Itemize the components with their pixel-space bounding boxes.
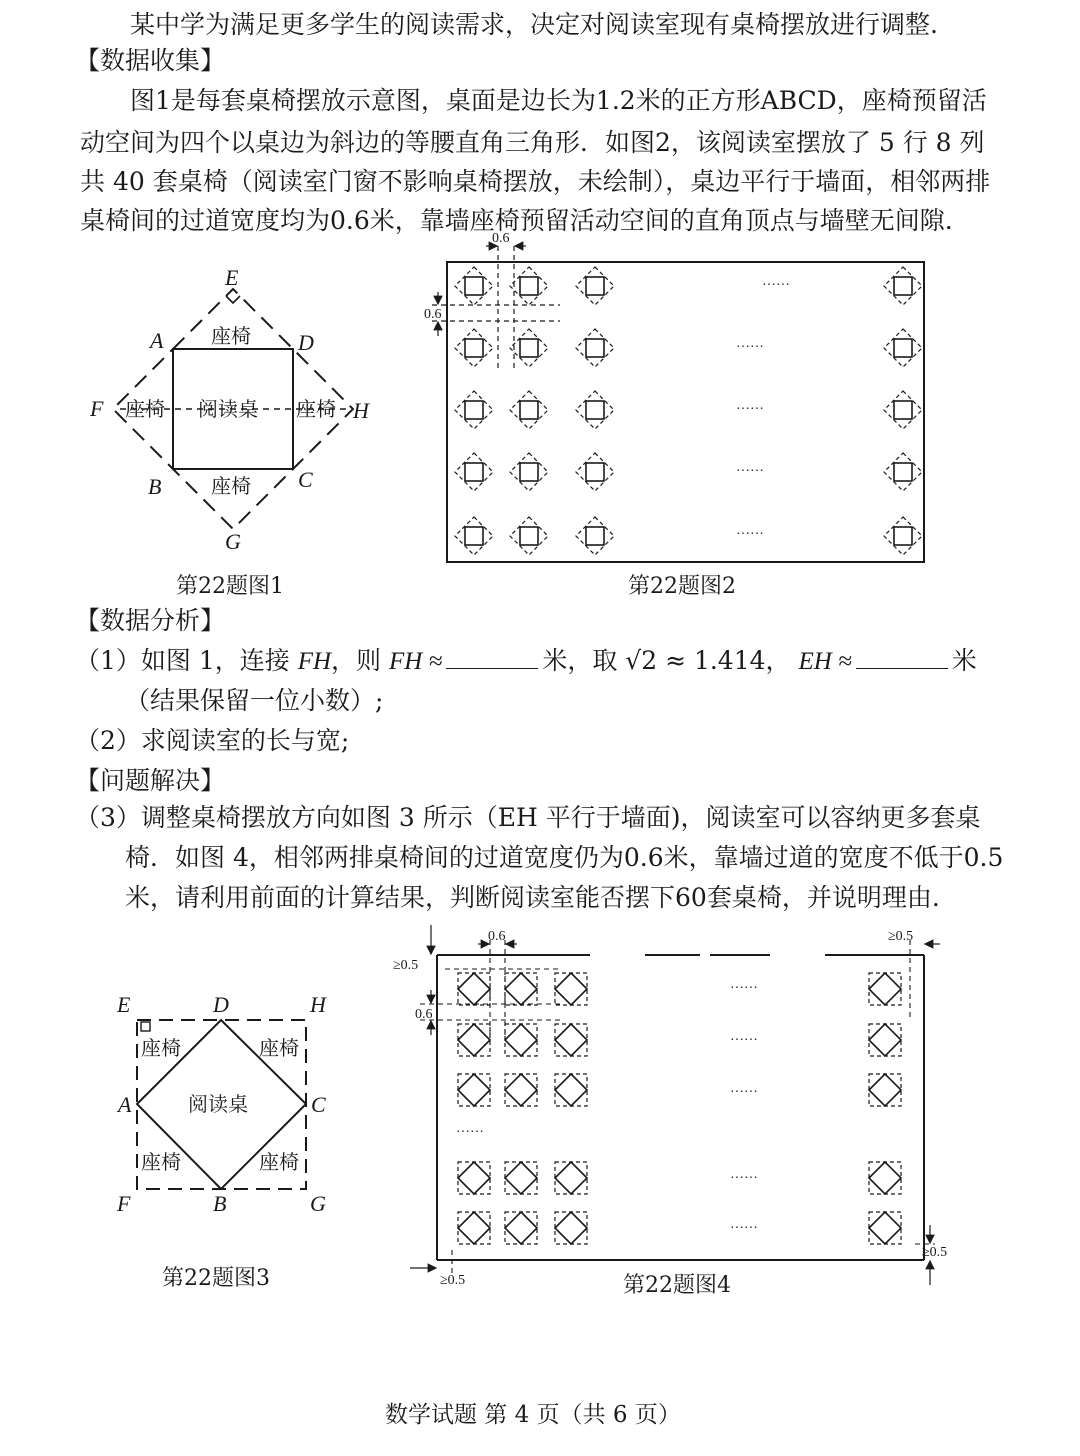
fig4-desk-unit [458,1074,490,1106]
q1-unit-2: 米 [951,646,977,675]
fig2-desk-unit [884,329,922,367]
fig3-seat-br: 座椅 [259,1150,299,1174]
fig4-desk-unit [869,1074,901,1106]
collect-line-1: 图1是每套桌椅摆放示意图，桌面是边长为1.2米的正方形ABCD，座椅预留活 [130,86,987,115]
fig4-desk-unit [458,1024,490,1056]
question-3-line-2: 椅．如图 4，相邻两排桌椅间的过道宽度仍为0.6米，靠墙过道的宽度不低于0.5 [125,843,1004,872]
fig1-label-f: F [90,396,104,421]
fig1-label-c: C [298,467,313,492]
q1-eh-eq: EH ≈ [798,648,852,675]
section-collect: 【数据收集】 [75,46,226,75]
fig2-desk-unit [510,267,548,305]
fig1-seat-top: 座椅 [211,324,251,348]
fig3-desk-label: 阅读桌 [188,1092,248,1116]
fig4-dots-row5: ······ [730,1221,758,1236]
fig2-dim-top: 0.6 [492,231,510,246]
fig3-caption: 第22题图3 [162,1266,270,1291]
fig2-desk-unit [884,267,922,305]
fig4-desk-unit [458,973,490,1005]
question-3-line-3: 米，请利用前面的计算结果，判断阅读室能否摆下60套桌椅，并说明理由. [125,883,940,912]
collect-line-3: 共 40 套桌椅（阅读室门窗不影响桌椅摆放，未绘制），桌边平行于墙面，相邻两排 [80,167,991,196]
fig4-desk-unit [869,1024,901,1056]
fig3-label-g: G [310,1191,326,1216]
fig4-desk-unit [505,1074,537,1106]
fig2-room [447,262,924,562]
fig3-label-e: E [117,992,131,1017]
fig1-seat-left: 座椅 [125,397,165,421]
fig3-label-c: C [311,1092,326,1117]
fig3-seat-bl: 座椅 [141,1150,181,1174]
fig3-label-h: H [310,992,326,1017]
fig2-desk-unit [576,267,614,305]
fig2-desk-unit [455,391,493,429]
fig4-desk-unit [555,1074,587,1106]
fig2-desk-unit [455,517,493,555]
fig4-dim-gap-left: 0.6 [415,1007,433,1022]
fig4-dim-bottom-right: ≥0.5 [922,1245,948,1260]
collect-line-2: 动空间为四个以桌边为斜边的等腰直角三角形．如图2，该阅读室摆放了 5 行 8 列 [80,128,985,157]
fig2-desk-unit [576,391,614,429]
collect-line-4: 桌椅间的过道宽度均为0.6米，靠墙座椅预留活动空间的直角顶点与墙壁无间隙. [80,206,953,235]
fig3-label-b: B [213,1191,227,1216]
q1-fh-eq: FH ≈ [389,648,443,675]
fig3-seat-tl: 座椅 [141,1036,181,1060]
fig3-right-angle-e [141,1022,150,1031]
fig1-desk-label: 阅读桌 [198,397,258,421]
fig4-desk-unit [458,1212,490,1244]
fig2-desk-unit [576,453,614,491]
question-1-note: （结果保留一位小数）; [125,686,384,715]
fig1-label-b: B [148,474,162,499]
fig4-desk-unit [555,973,587,1005]
fig2-dots-row2: ······ [736,340,764,355]
fig2-desk-unit [455,329,493,367]
fig4-desk-unit [505,973,537,1005]
intro-line: 某中学为满足更多学生的阅读需求，决定对阅读室现有桌椅摆放进行调整. [130,10,938,39]
fig4-desk-unit [555,1162,587,1194]
fig2-desk-unit [576,517,614,555]
fig4-dim-gap-top: 0.6 [488,929,506,944]
fig2-desk-unit [884,453,922,491]
fig1-right-angle-e [226,296,240,303]
fig4-desk-unit [869,973,901,1005]
fig4-desk-unit [505,1024,537,1056]
fig1-seat-bottom: 座椅 [211,474,251,498]
fig1-seat-right: 座椅 [296,397,336,421]
fig4-desk-unit [555,1212,587,1244]
q1-comma: ， [765,646,791,675]
fig4-desk-unit [869,1162,901,1194]
q1-prefix: （1）如图 1，连接 [75,646,290,675]
fig1-label-a: A [150,328,164,353]
fig4-dots-row1: ······ [730,981,758,996]
question-2: （2）求阅读室的长与宽; [75,726,350,755]
fig4-dots-vertical: ······ [456,1125,484,1140]
fig2-desk-unit [510,391,548,429]
fig2-dim-left: 0.6 [424,307,442,322]
fig4-dim-top-left: ≥0.5 [393,958,419,973]
fig4-dim-bottom-left: ≥0.5 [440,1273,466,1288]
fig4-desk-unit [505,1162,537,1194]
fig2-caption: 第22题图2 [628,574,736,599]
fig4-desk-unit [869,1212,901,1244]
fig4-desk-units [458,973,901,1244]
fig2-desk-unit [455,453,493,491]
fig2-desk-unit [510,329,548,367]
fig2-desk-unit [884,517,922,555]
fig4-dots-row2: ······ [730,1033,758,1048]
fig4-dots-row3: ······ [730,1085,758,1100]
fig4-desk-unit [505,1212,537,1244]
fig3-seat-tr: 座椅 [259,1036,299,1060]
fig2-desk-unit [510,517,548,555]
section-solve: 【问题解决】 [75,766,226,795]
fig1-label-g: G [225,529,241,554]
fig4-guides [420,940,935,1275]
q1-then: ，则 [331,646,382,675]
fig2-dots-row1: ······ [762,278,790,293]
figure-4 [437,955,924,1260]
fig4-desk-unit [458,1162,490,1194]
fig3-label-a: A [118,1092,132,1117]
fig3-label-f: F [117,1191,131,1216]
fig2-desk-units [455,267,922,555]
fig2-guides [432,246,560,368]
fig2-dots-row5: ······ [736,527,764,542]
fig1-caption: 第22题图1 [176,574,284,599]
q1-sqrt2: √2 ≈ 1.414 [625,646,766,675]
fig2-desk-unit [576,329,614,367]
fig4-desk-unit [555,1024,587,1056]
question-3-line-1: （3）调整桌椅摆放方向如图 3 所示（EH 平行于墙面)，阅读室可以容纳更多套桌 [75,803,981,832]
q1-unit: 米，取 [542,646,618,675]
fig4-caption: 第22题图4 [623,1273,731,1298]
page-footer: 数学试题 第 4 页（共 6 页） [385,1402,681,1428]
fig2-desk-unit [510,453,548,491]
fig2-desk-unit [455,267,493,305]
fig2-dots-row3: ······ [736,402,764,417]
section-analysis: 【数据分析】 [75,606,226,635]
fig1-label-e: E [225,265,239,290]
fig4-dim-top-right: ≥0.5 [888,929,914,944]
fig3-label-d: D [213,992,229,1017]
fig4-dots-row4: ······ [730,1171,758,1186]
fig2-dots-row4: ······ [736,464,764,479]
fig1-label-d: D [298,330,314,355]
fig1-label-h: H [353,398,369,423]
q1-fh: FH [297,648,332,675]
fig2-desk-unit [884,391,922,429]
figure-2 [447,262,924,562]
